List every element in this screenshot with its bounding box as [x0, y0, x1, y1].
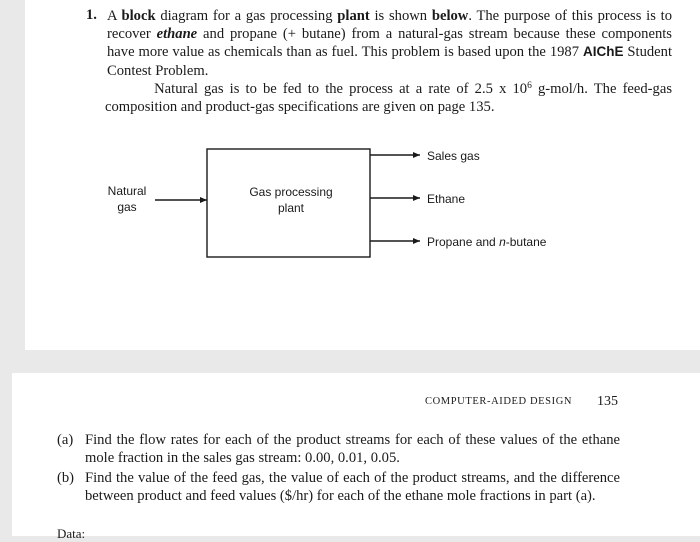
block-label-line1: Gas processing: [249, 185, 333, 199]
problem-text-5: and propane (+ butane) from a natural-gas stream because these components have more value as chemicals than as fuel. This problem is based upon the 1987: [107, 26, 672, 61]
output-sales-gas: Sales gas: [427, 149, 480, 163]
question-part-b: [57, 470, 620, 506]
block-label-line2: plant: [277, 201, 305, 215]
problem-text-3: is shown: [369, 8, 432, 24]
question-part-a: [57, 432, 620, 468]
feed-rate-exponent: 6: [527, 81, 532, 91]
page-number: 135: [597, 394, 618, 409]
problem-word-plant: plant: [337, 8, 370, 24]
problem-text-2: diagram for a gas processing: [155, 8, 338, 24]
feed-rate-text-2: g-mol/h. The feed-gas composition and product-gas specifications are given on page 135.: [105, 81, 672, 116]
feed-rate-text: Natural gas is to be fed to the process at a rate of 2.5 x 10: [154, 81, 528, 97]
problem-number: 1.: [86, 7, 97, 23]
part-a-label: (a): [57, 432, 74, 448]
problem-text-1: A: [107, 8, 122, 24]
output-propane-butane: Propane and n-butane: [427, 235, 547, 249]
problem-word-ethane: ethane: [156, 26, 198, 43]
feed-label-line1: Natural: [107, 184, 147, 198]
page-header-title: COMPUTER-AIDED DESIGN: [425, 396, 573, 407]
problem-word-below: below: [431, 8, 469, 24]
output-ethane: Ethane: [427, 192, 466, 206]
feed-label-line2: gas: [117, 200, 137, 214]
part-b-text: Find the value of the feed gas, the value of each of the product streams, and the difference between product and feed values ($/hr) for each of the ethane mole fractions in part (a).: [85, 470, 620, 504]
part-a-text: Find the flow rates for each of the product streams for each of these values of the ethane mole fraction in the sales gas stream: 0.00, 0.01, 0.05.: [85, 432, 620, 466]
data-label: Data:: [57, 526, 86, 541]
problem-word-aiche: AIChE: [582, 44, 624, 60]
problem-text-6: Student Contest Problem.: [107, 44, 672, 79]
part-b-label: (b): [57, 470, 75, 486]
problem-word-block: block: [121, 8, 156, 24]
page-header: [425, 396, 625, 407]
problem-text-4: . The purpose of this process is to recover: [107, 8, 672, 43]
